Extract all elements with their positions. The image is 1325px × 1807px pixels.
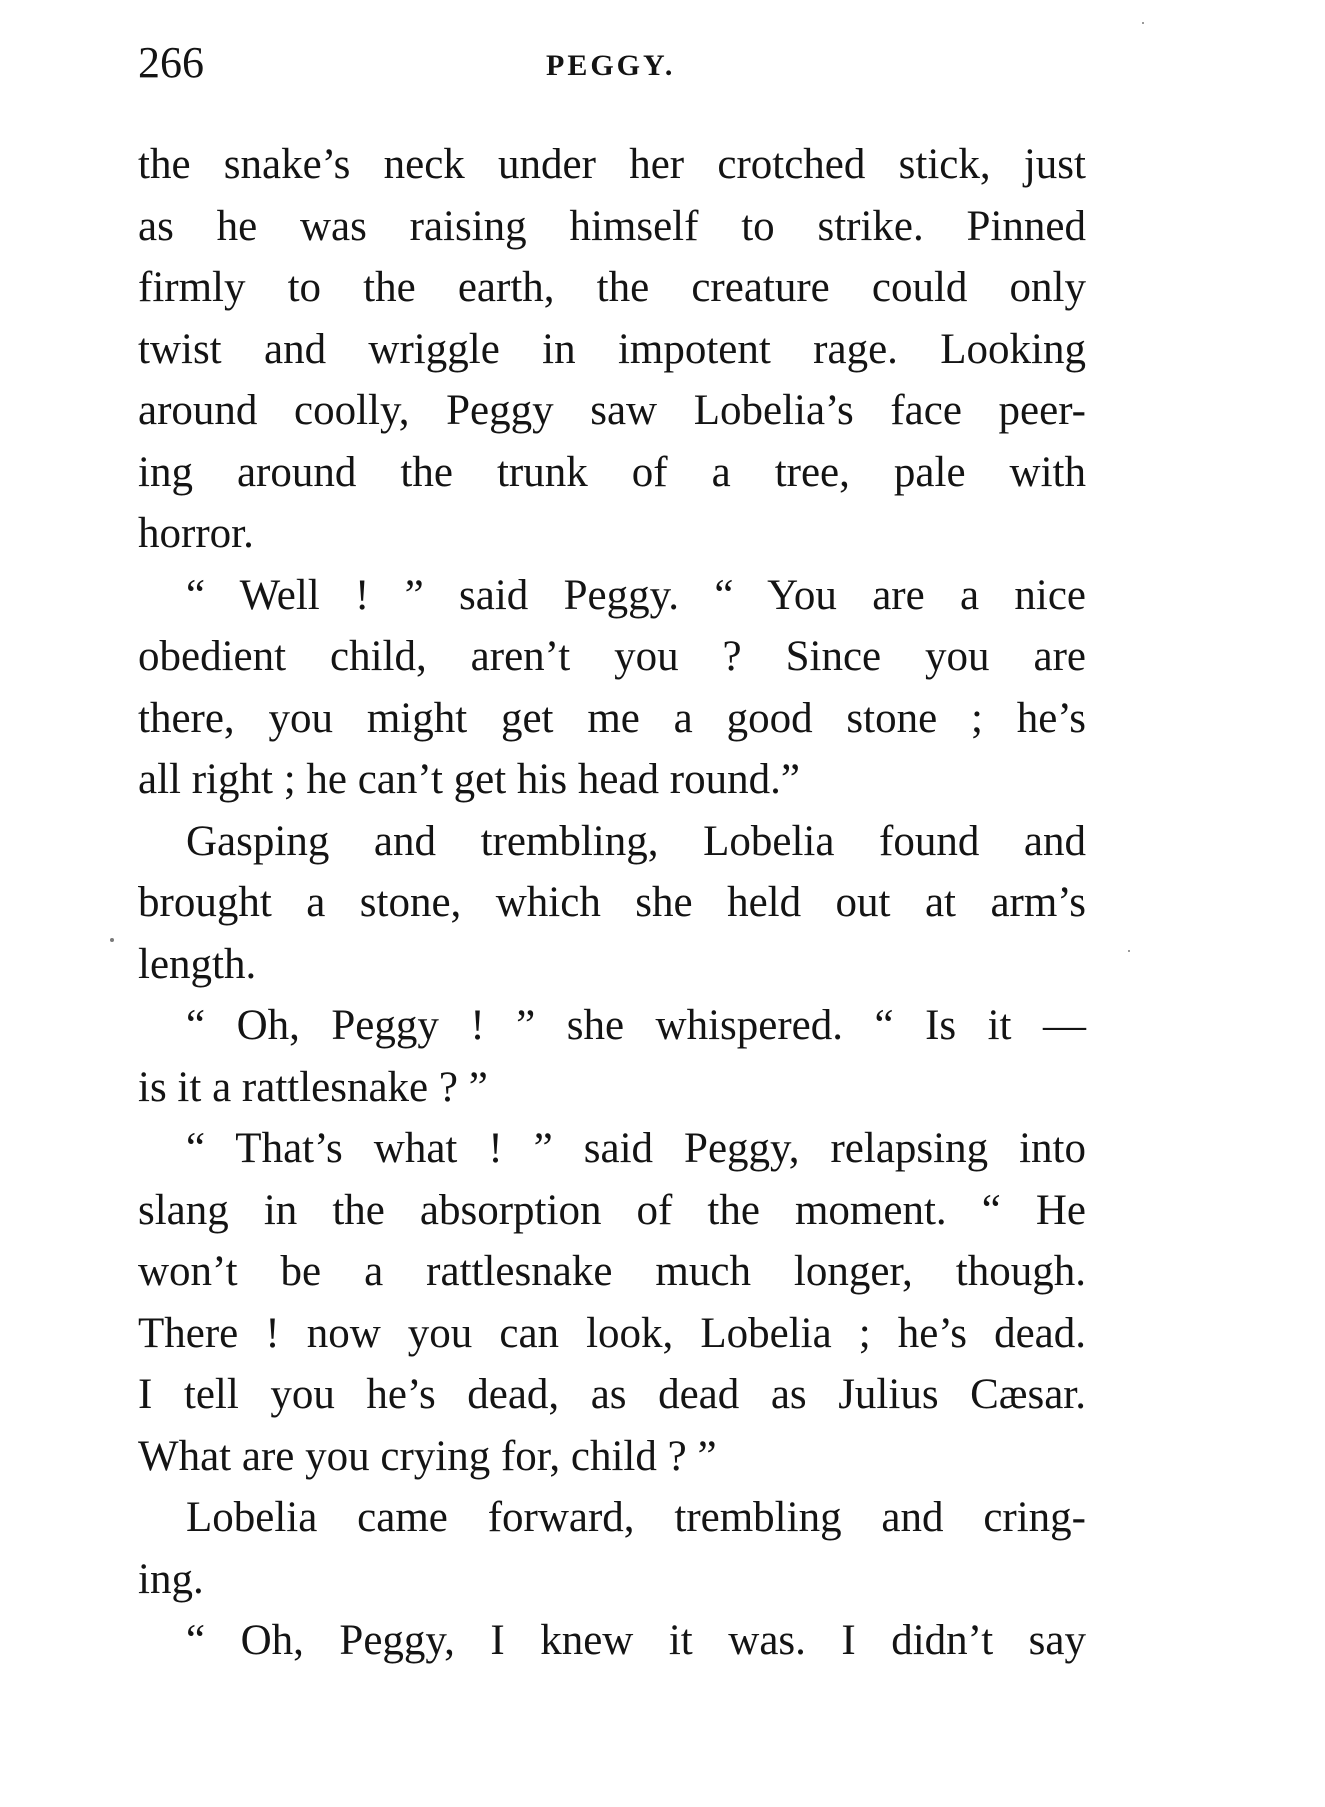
text-line: “ Well ! ” said Peggy. “ You are a nice	[186, 571, 1086, 619]
text-line: all right ; he can’t get his head round.”	[138, 756, 800, 803]
text-line: brought a stone, which she held out at arm’s	[138, 879, 1086, 926]
body-text	[138, 134, 1086, 1672]
running-title: PEGGY.	[546, 49, 676, 82]
text-line: There ! now you can look, Lobelia ; he’s dead.	[138, 1309, 1086, 1357]
scan-speck	[1128, 950, 1130, 952]
text-line: “ Oh, Peggy ! ” she whispered. “ Is it —	[186, 1002, 1086, 1049]
text-line: slang in the absorption of the moment. “ He	[138, 1186, 1086, 1234]
text-line: as he was raising himself to strike. Pinned	[138, 202, 1086, 250]
text-line: firmly to the earth, the creature could only	[138, 264, 1086, 311]
text-line: “ Oh, Peggy, I knew it was. I didn’t say	[186, 1617, 1086, 1664]
text-line: horror.	[138, 510, 254, 557]
text-line: Lobelia came forward, trembling and cring-	[186, 1494, 1086, 1541]
text-line: obedient child, aren’t you ? Since you are	[138, 633, 1086, 680]
text-line: What are you crying for, child ? ”	[138, 1432, 717, 1480]
scan-speck	[110, 938, 114, 942]
text-line: twist and wriggle in impotent rage. Looking	[138, 325, 1086, 373]
text-line: Gasping and trembling, Lobelia found and	[186, 817, 1086, 865]
running-head	[138, 38, 1086, 98]
text-line: around coolly, Peggy saw Lobelia’s face peer-	[138, 387, 1086, 434]
scan-speck	[1142, 22, 1144, 24]
text-line: length.	[138, 940, 257, 988]
text-line: ing around the trunk of a tree, pale with	[138, 448, 1086, 496]
text-line: ing.	[138, 1555, 204, 1603]
text-line: the snake’s neck under her crotched stick, just	[138, 141, 1086, 188]
text-line: won’t be a rattlesnake much longer, though.	[138, 1248, 1086, 1295]
text-line: “ That’s what ! ” said Peggy, relapsing into	[186, 1125, 1086, 1172]
page-number: 266	[138, 38, 204, 87]
text-line: is it a rattlesnake ? ”	[138, 1063, 488, 1111]
text-line: there, you might get me a good stone ; he’s	[138, 694, 1086, 742]
text-line: I tell you he’s dead, as dead as Julius Cæsar.	[138, 1371, 1086, 1418]
